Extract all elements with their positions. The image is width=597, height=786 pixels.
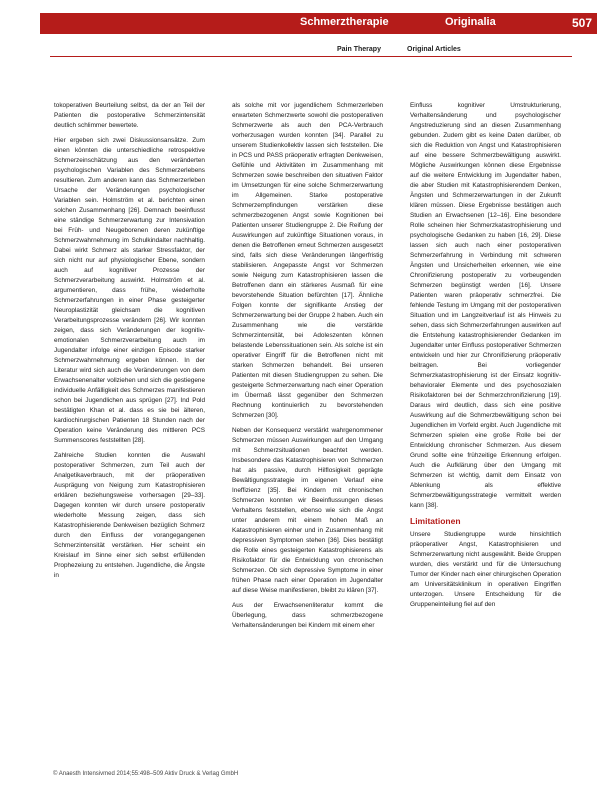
text-column-3 [410, 101, 561, 759]
paragraph: tokoperativen Beurteilung selbst, da der an Teil der Patienten die postoperative Schmerzintensität deutlich schlimmer bewertete. [54, 102, 205, 129]
header-bar [40, 13, 597, 34]
paragraph: Neben der Konsequenz verstärkt wahrgenommener Schmerzen müssen Auswirkungen auf den Umgang mit Schmerzsituationen beachtet werden. Insbesondere das Katastrophisieren von Schmerzen hat als passive, durch Hilflosigkeit geprägte Bewältigungsstrategie im eigenen Verlauf eine Ineffizienz [35]. Bei Kindern mit chronischen Schmerzen konnten wir Beeinflussungen dieses Verhaltens feststellen, ebenso wie sich die Angst unter anderem mit einem hohen Maß an Katastrophisieren einher und in Zusammenhang mit depressiven Symptomen stehen [36]. Dies bestätigt die Rolle eines gesteigerten Katastrophisierens als Risikofaktor für die Entwicklung von chronischen Schmerzen. Ob sich depressive Symptome in einer frühen Phase nach einer Operation im Jugendalter auf diese Weise manifestieren, bleibt zu klären [37]. [232, 427, 383, 594]
paragraph: Zahlreiche Studien konnten die Auswahl postoperativer Schmerzen, zum Teil auch der Analgetikaverbrauch, mit der präoperativen Ausprägung von Neigung zum Katastrophisieren erklären beziehungsweise vorhersagen [29–33]. Dagegen konnten wir durch unsere postoperativ wiederholte Messung zeigen, dass sich Katastrophisierende Denkweisen bezüglich Schmerz durch den Einfluss der vorangegangenen Schmerzintensität verstärken. Hier scheint ein Kreislauf im Sinne einer sich selbst erfüllenden Prophezeiung zu entstehen. Jugendliche, die Ängste in [54, 452, 205, 579]
footer-copyright: © Anaesth Intensivmed 2014;55:498–509 Aktiv Druck & Verlag GmbH [53, 771, 239, 777]
sub-category-title: Original Articles [407, 46, 461, 53]
section-title: Schmerztherapie [300, 16, 389, 28]
paragraph: Aus der Erwachsenenliteratur kommt die Überlegung, dass schmerzbezogene Verhaltensänderungen bei Kindern mit einem eher [232, 602, 383, 629]
header-rule [50, 56, 572, 57]
sub-section-title: Pain Therapy [337, 46, 381, 53]
paragraph: Einfluss kognitiver Umstrukturierung, Verhaltensänderung und psychologischer Angstreduzierung sind an diesen Zusammenhang gebunden. Zudem gibt es keine Daten darüber, ob sich die Reduktion von Angst und Katastrophisieren auf eine bessere Schmerzbewältigung auswirkt. Mögliche Auswirkungen können diese Ergebnisse auf die weitere Entwicklung im Jugendalter haben, die aber Studien mit Katastrophisierendem Denken, Ängsten und Schmerzerwartungen in der Zukunft klären müssen. Diese Ergebnisse bestätigen auch Studien an Erwachsenen [12–16]. Eine besondere Rolle scheinen hier Schmerzkatastrophisierung und psychologische Gedanken zu haben [16, 29]. Diese lassen sich auch nach einer postoperativen Schmerzerfahrung in Verbindung mit schweren Ängsten und Unsicherheiten erkennen, wie eine Chronifizierung postoperativ zu vorbeugenden Schmerzen begünstigt werden [16]. Unsere Patienten waren präoperativ schmerzfrei. Die fehlende Testung im Umgang mit der postoperativen Situation und im Langzeitverlauf ist als Hinweis zu sehen, dass sich Schmerzerfahrungen auswirken auf die Entstehung katastrophisierender Gedanken im Jugendalter unter Einfluss postoperativer Schmerzen entwickeln und hier zur Chronifizierung präoperativ beitragen. Bei vorliegender Schmerzkatastrophisierung ist der Einsatz kognitiv-behavioraler Elemente und des psychosozialen Risikofaktoren bei der Schmerzchronifizierung [19]. Daraus wird deutlich, dass sich eine positive Auswirkung auf die Schmerzbewältigung schon bei Jugendlichen im Vorfeld ergibt. Auch Jugendliche mit Schmerzen spielen eine große Rolle bei der Entwicklung chronischer Schmerzen. Aus diesem Grund sollte eine frühzeitige Erkennung erfolgen. Auch die Aufklärung über den Umgang mit Schmerzen ist wichtig, damit dem Einsatz von Ablenkung als effektive Schmerzbewältigungsstrategie vermittelt werden kann [38]. [410, 102, 561, 509]
text-column-2 [232, 101, 383, 759]
page-number: 507 [571, 16, 592, 30]
section-heading-limitations: Limitationen [410, 516, 461, 526]
paragraph: Hier ergeben sich zwei Diskussionsansätze. Zum einen könnten die unterschiedliche retrospektive Schmerzeinschätzung aus den veränderten psychologischen Variablen des Schmerzerlebens resultieren. Zum anderen kann das Schmerzerleben Ursache der Veränderungen psychologischer Variablen sein. Holmström et al. berichten einen solchen Zusammenhang [26]. Demnach beeinflusst eine ständige Schmerzerwartung zur Intensivation bei Früh- und Neugeborenen deren zukünftige Schmerzwahrnehmung im Schulkindalter nachhaltig. Dabei wirkt Schmerz als starker Stressfaktor, der sich nicht nur auf physiologischer Ebene, sondern auch auf kognitiver Prozesse der Schmerzverarbeitung auswirkt. Holmström et al. argumentieren, dass frühe, wiederholte Schmerzerfahrungen in einer Phase gesteigerter Neuroplastizität gleichsam die kognitiven Verarbeitungsprozesse verändern [26]. Wir konnten zeigen, dass sich Veränderungen der kognitiv-emotionalen Schmerzverarbeitung auch im Jugendalter infolge einer einzigen Episode starker Schmerzwahrnehmung ergeben können. In der Literatur wird sich auch die Veränderungen von dem Erwachsenenalter vollziehen und sich die gestiegene individuelle Anfälligkeit des Schmerzes manifestieren schon bei Jugendlichen aus sprügen [27]. Ind Pold bestätigten Khan et al. dass es sie bei älteren, kardiochirurgischen Patienten 18 Stunden nach der Operation keine Veränderung des mittleren PCS Summenscores feststellten [28]. [54, 137, 205, 444]
paragraph: als solche mit vor jugendlichem Schmerzerleben erwarteten Schmerzwerte sowohl die postoperativen Schmerzwerte als auch den PCA-Verbrauch vorherzusagen wurden konnten [34]. Parallel zu unserem Studienkollektiv lassen sich feststellen. Die in PCS und PASS präoperativ erfragten Denkweisen, Gefühle und Aktivitäten im Zusammenhang mit Schmerzen sowie beschreiben den situativen Faktor im Umsetzungen für eine solche Schmerzerwartung im Allgemeinen. Starke postoperative Schmerzempfindungen verstärken diese schmerzbezogenen Angst sowie Kognitionen bei Patienten unserer Studiengruppe 2. Die Reifung der Auswirkungen auf zukünftige Situationen voraus, in denen die Betroffenen erneut Schmerzen ausgesetzt sind, falls sich diese Veränderungen längerfristig stabilisieren. Angepasste Angst vor Schmerzen sowie Neigung zum Katastrophisieren lassen die Betroffenen dann ein stärkeres Ausmaß für eine bevorstehende Situation befürchten [17]. Ähnliche Folgen konnte der signifikante Anstieg der Schmerzerwartung bei der Gruppe 2 haben. Auch ein Zusammenhang wie die verstärkte Schmerzintensität, bei Adoleszenten können belastende Lebenssituationen sein. Als solche ist ein operativer Eingriff für die Betroffenen nicht mit starken Schmerzen behandelt. Bei unseren Patienten mit diesen Studiengruppen zu sehen. Die gesteigerte Schmerzerwartung nach einer Operation im Übermaß lässt gegenüber den Schmerzen Rechnung kontinuierlich zu bevorstehenden Schmerzen [30]. [232, 102, 383, 419]
paragraph: Unsere Studiengruppe wurde hinsichtlich präoperativer Angst, Katastrophisieren und Schmerzerwartung nicht ausgewählt. Beide Gruppen wurden, dies verstärkt und für die Untersuchung Tumor der Kinder nach einer chirurgischen Operation am Universitätsklinikum in operativen Eingriffen unterzogen. Unsere Entscheidung für die Gruppeneinteilung fiel auf den [410, 531, 561, 608]
text-column-1 [54, 101, 205, 759]
category-title: Originalia [445, 16, 496, 28]
